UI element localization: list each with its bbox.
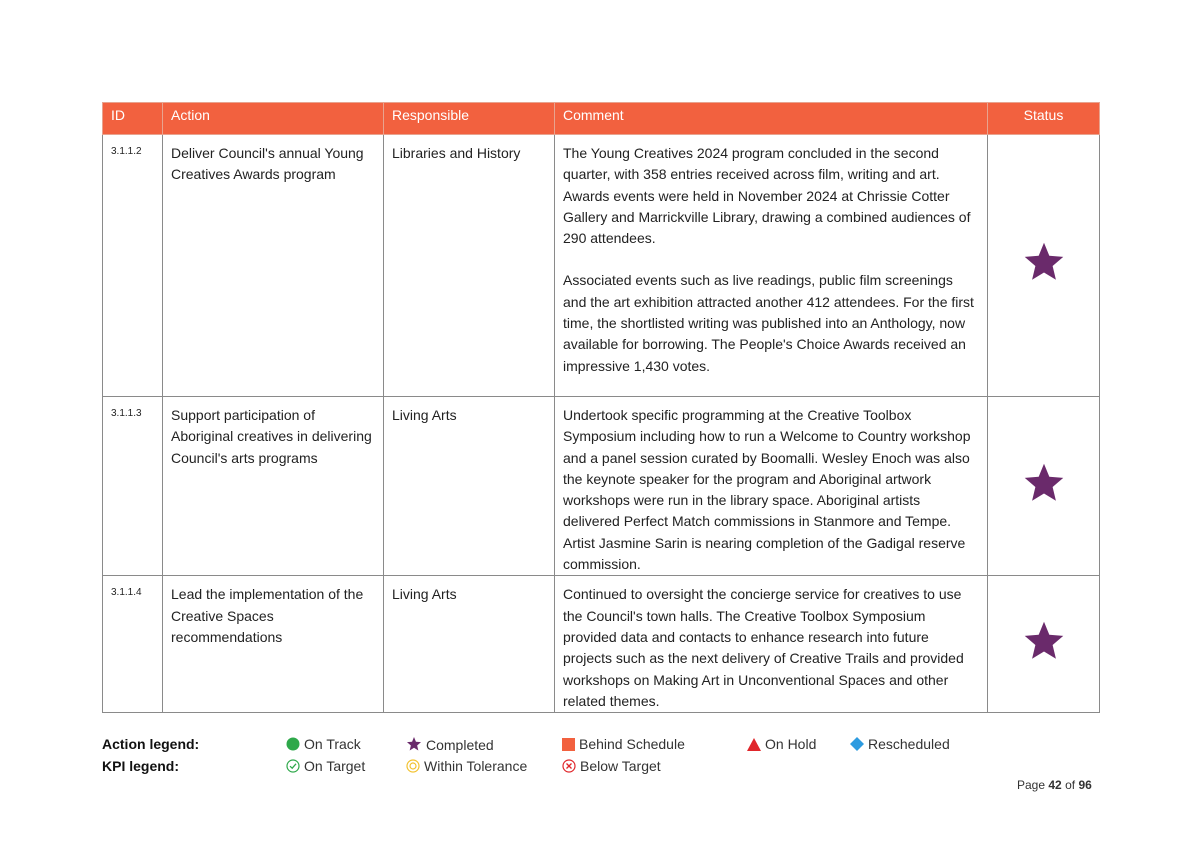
red-triangle-icon xyxy=(747,738,761,751)
row-id: 3.1.1.4 xyxy=(103,576,163,713)
legend-label: Completed xyxy=(426,737,494,753)
green-circle-icon xyxy=(286,737,300,751)
comment-paragraph: Undertook specific programming at the Creative Toolbox Symposium including how to run a Welcome to Country workshop and a panel session curated by Boomalli. Wesley Enoch was also the keynote speaker for the program and Aboriginal artwork workshops were run in the library space. Aboriginal artists delivered Perfect Match commissions in Stanmore and Tempe. Artist Jasmine Sarin is nearing completion of the Gadigal reserve commission. xyxy=(563,407,971,573)
legend-label: Behind Schedule xyxy=(579,736,685,752)
page-label: Page xyxy=(1017,778,1046,792)
legend-label: Within Tolerance xyxy=(424,758,528,774)
row-comment xyxy=(555,397,988,576)
legend-completed xyxy=(406,736,494,753)
row-comment xyxy=(555,135,988,397)
kpi-legend xyxy=(102,758,1002,780)
completed-icon xyxy=(1022,240,1066,284)
header-comment: Comment xyxy=(555,103,988,135)
row-status xyxy=(988,397,1100,576)
row-id: 3.1.1.3 xyxy=(103,397,163,576)
kpi-legend-title: KPI legend: xyxy=(102,758,180,774)
blue-diamond-icon xyxy=(850,737,864,751)
legend-on-track xyxy=(286,736,361,752)
legend xyxy=(102,736,1002,780)
comment-paragraph: Continued to oversight the concierge service for creatives to use the Council's town halls. The Creative Toolbox Symposium provided data and contacts to enhance research into future projects such as the next delivery of Creative Trails and provided workshops on Making Art in Unconventional Spaces and other related themes. xyxy=(563,586,964,709)
legend-below-target xyxy=(562,758,661,774)
action-legend-title: Action legend: xyxy=(102,736,200,752)
legend-on-hold xyxy=(747,736,816,752)
legend-behind-schedule xyxy=(562,736,685,752)
legend-rescheduled xyxy=(850,736,950,752)
table-row xyxy=(103,135,1100,397)
row-responsible: Libraries and History xyxy=(384,135,555,397)
table-row xyxy=(103,576,1100,713)
target-circle-icon xyxy=(406,759,420,773)
row-action: Support participation of Aboriginal creatives in delivering Council's arts programs xyxy=(163,397,384,576)
legend-within-tolerance xyxy=(406,758,527,774)
page-total: 96 xyxy=(1078,778,1092,792)
header-status: Status xyxy=(988,103,1100,135)
action-table xyxy=(102,102,1100,713)
header-action: Action xyxy=(163,103,384,135)
page-of: of xyxy=(1065,778,1076,792)
check-circle-icon xyxy=(286,759,300,773)
legend-label: On Track xyxy=(304,736,361,752)
table-row xyxy=(103,397,1100,576)
comment-paragraph: The Young Creatives 2024 program concluded in the second quarter, with 358 entries received across film, writing and art. Awards events were held in November 2024 at Chrissie Cotter Gallery and Marrickville Library, drawing a combined audiences of 290 attendees. xyxy=(563,145,971,247)
row-id: 3.1.1.2 xyxy=(103,135,163,397)
page-current: 42 xyxy=(1048,778,1062,792)
page-number xyxy=(1017,778,1092,792)
table-header-row xyxy=(103,103,1100,135)
star-icon xyxy=(406,736,422,752)
completed-icon xyxy=(1022,461,1066,505)
row-status xyxy=(988,135,1100,397)
row-action: Lead the implementation of the Creative Spaces recommendations xyxy=(163,576,384,713)
orange-square-icon xyxy=(562,738,575,751)
comment-paragraph: Associated events such as live readings, public film screenings and the art exhibition attracted another 412 attendees. For the first time, the shortlisted writing was published into an Anthology, now available for borrowing. The People's Choice Awards received an impressive 1,430 votes. xyxy=(563,272,974,374)
row-responsible: Living Arts xyxy=(384,576,555,713)
legend-on-target xyxy=(286,758,365,774)
row-comment xyxy=(555,576,988,713)
legend-label: On Target xyxy=(304,758,366,774)
legend-label: Rescheduled xyxy=(868,736,950,752)
x-circle-icon xyxy=(562,759,576,773)
row-responsible: Living Arts xyxy=(384,397,555,576)
action-legend xyxy=(102,736,1002,758)
completed-icon xyxy=(1022,619,1066,663)
legend-label: On Hold xyxy=(765,736,817,752)
row-status xyxy=(988,576,1100,713)
header-responsible: Responsible xyxy=(384,103,555,135)
row-action: Deliver Council's annual Young Creatives Awards program xyxy=(163,135,384,397)
header-id: ID xyxy=(103,103,163,135)
legend-label: Below Target xyxy=(580,758,661,774)
